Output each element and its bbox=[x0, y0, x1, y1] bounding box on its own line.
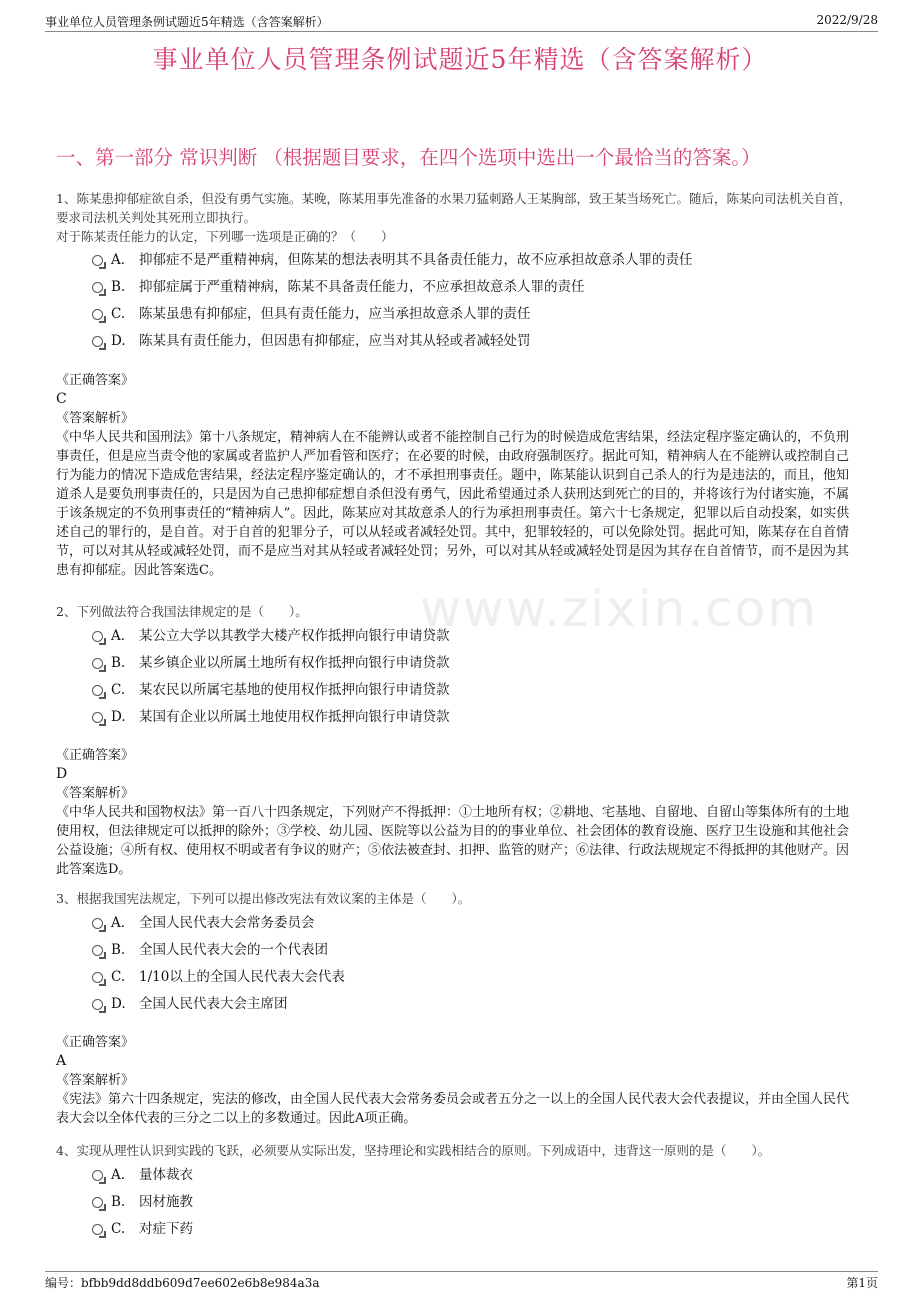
question-3-stem: 3、根据我国宪法规定，下列可以提出修改宪法有效议案的主体是（ ）。 bbox=[56, 891, 471, 906]
question-3-option-d[interactable]: D. 全国人民代表大会主席团 bbox=[92, 992, 288, 1012]
radio-icon[interactable] bbox=[92, 972, 103, 983]
question-2-option-d[interactable]: D. 某国有企业以所属土地使用权作抵押向银行申请贷款 bbox=[92, 705, 450, 725]
analysis-text: 《中华人民共和国物权法》第一百八十四条规定，下列财产不得抵押：①土地所有权；②耕地、宅基地、自留地、自留山等集体所有的土地使用权，但法律规定可以抵押的除外；③学校、幼儿园、医院等以公益为目的的事业单位、社会团体的教育设施、医疗卫生设施和其他社会公益设施；④所有权、使用权不明或者有争议的财产；⑤依法被查封、扣押、监管的财产；⑥法律、行政法规规定不得抵押的其他财产。因此答案选D。 bbox=[56, 805, 850, 877]
question-1-answer-block bbox=[56, 371, 856, 580]
question-2-stem: 2、下列做法符合我国法律规定的是（ ）。 bbox=[56, 604, 308, 619]
radio-icon[interactable] bbox=[92, 1197, 103, 1208]
radio-icon[interactable] bbox=[92, 1224, 103, 1235]
analysis-label: 《答案解析》 bbox=[56, 411, 135, 426]
question-3-answer-block bbox=[56, 1033, 856, 1128]
analysis-text: 《宪法》第六十四条规定，宪法的修改，由全国人民代表大会常务委员会或者五分之一以上的全国人民代表大会代表提议，并由全国人民代表大会以全体代表的三分之二以上的多数通过。因此A项正确。 bbox=[56, 1092, 850, 1126]
analysis-label: 《答案解析》 bbox=[56, 786, 135, 801]
question-1-option-b[interactable]: B. 抑郁症属于严重精神病，陈某不具备责任能力，不应承担故意杀人罪的责任 bbox=[92, 275, 585, 295]
radio-icon[interactable] bbox=[92, 999, 103, 1010]
question-3-option-b[interactable]: B. 全国人民代表大会的一个代表团 bbox=[92, 938, 328, 958]
question-4-option-c[interactable]: C. 对症下药 bbox=[92, 1217, 193, 1237]
question-4-text bbox=[56, 1141, 856, 1160]
header-doc-title: 事业单位人员管理条例试题近5年精选（含答案解析） bbox=[45, 15, 329, 29]
radio-icon[interactable] bbox=[92, 282, 103, 293]
radio-icon[interactable] bbox=[92, 255, 103, 266]
correct-answer-label: 《正确答案》 bbox=[56, 373, 135, 388]
header-date: 2022/9/28 bbox=[816, 13, 878, 27]
question-4-option-b[interactable]: B. 因材施教 bbox=[92, 1190, 193, 1210]
question-1-text bbox=[56, 189, 856, 246]
question-3-option-c[interactable]: C. 1/10以上的全国人民代表大会代表 bbox=[92, 965, 345, 985]
question-2-text bbox=[56, 602, 856, 621]
analysis-text: 《中华人民共和国刑法》第十八条规定，精神病人在不能辨认或者不能控制自己行为的时候造成危害结果，经法定程序鉴定确认的，不负刑事责任，但是应当责令他的家属或者监护人严加看管和医疗；在必要的时候，由政府强制医疗。据此可知，精神病人在不能辨认或控制自己行为能力的情况下造成危害结果，经法定程序鉴定确认的，才不承担刑事责任。题中，陈某能认识到自己杀人的行为是违法的，而且，他知道杀人是要负刑事责任的，只是因为自己患抑郁症想自杀但没有勇气，因此希望通过杀人获刑达到死亡的目的，并将该行为付诸实施，不属于该条规定的不负刑事责任的“精神病人”。因此，陈某应对其故意杀人的行为承担刑事责任。第六十七条规定，犯罪以后自动投案，如实供述自己的罪行的，是自首。对于自首的犯罪分子，可以从轻或者减轻处罚。其中，犯罪较轻的，可以免除处罚。据此可知，陈某存在自首情节，可以对其从轻或减轻处罚，而不是应当对其从轻或者减轻处罚；另外，可以对其从轻或减轻处罚是因为其存在自首情节，而不是因为其患有抑郁症。因此答案选C。 bbox=[56, 430, 850, 578]
correct-answer-label: 《正确答案》 bbox=[56, 748, 135, 763]
document-title: 事业单位人员管理条例试题近5年精选（含答案解析） bbox=[152, 45, 768, 74]
radio-icon[interactable] bbox=[92, 918, 103, 929]
page-number: 第1页 bbox=[846, 1276, 878, 1290]
watermark: www.zixin.com bbox=[420, 580, 818, 638]
correct-answer: D bbox=[56, 766, 68, 782]
page-footer bbox=[45, 1271, 878, 1290]
analysis-label: 《答案解析》 bbox=[56, 1073, 135, 1088]
question-2-option-b[interactable]: B. 某乡镇企业以所属土地所有权作抵押向银行申请贷款 bbox=[92, 651, 450, 671]
question-1-option-c[interactable]: C. 陈某虽患有抑郁症，但具有责任能力，应当承担故意杀人罪的责任 bbox=[92, 302, 531, 322]
question-3-text bbox=[56, 889, 856, 908]
radio-icon[interactable] bbox=[92, 658, 103, 669]
page-header bbox=[45, 13, 878, 32]
radio-icon[interactable] bbox=[92, 631, 103, 642]
question-1-stem: 1、陈某患抑郁症欲自杀，但没有勇气实施。某晚，陈某用事先准备的水果刀猛刺路人王某胸部，致王某当场死亡。随后，陈某向司法机关自首，要求司法机关判处其死刑立即执行。 对于陈某责任能力的认定，下列哪一选项是正确的？（ ） bbox=[56, 191, 852, 244]
radio-icon[interactable] bbox=[92, 945, 103, 956]
question-1-option-a[interactable]: A. 抑郁症不是严重精神病，但陈某的想法表明其不具备责任能力，故不应承担故意杀人罪的责任 bbox=[92, 248, 693, 268]
document-code: 编号：bfbb9dd8ddb609d7ee602e6b8e984a3a bbox=[45, 1276, 320, 1290]
question-4-stem: 4、实现从理性认识到实践的飞跃，必须要从实际出发，坚持理论和实践相结合的原则。下列成语中，违背这一原则的是（ ）。 bbox=[56, 1143, 771, 1158]
section-heading: 一、第一部分 常识判断 （根据题目要求，在四个选项中选出一个最恰当的答案。） bbox=[56, 146, 761, 169]
question-2-option-a[interactable]: A. 某公立大学以其教学大楼产权作抵押向银行申请贷款 bbox=[92, 624, 450, 644]
question-2-option-c[interactable]: C. 某农民以所属宅基地的使用权作抵押向银行申请贷款 bbox=[92, 678, 450, 698]
correct-answer-label: 《正确答案》 bbox=[56, 1035, 135, 1050]
question-3-option-a[interactable]: A. 全国人民代表大会常务委员会 bbox=[92, 911, 315, 931]
correct-answer: A bbox=[56, 1053, 67, 1069]
correct-answer: C bbox=[56, 391, 67, 407]
radio-icon[interactable] bbox=[92, 712, 103, 723]
question-2-answer-block bbox=[56, 746, 856, 879]
radio-icon[interactable] bbox=[92, 1170, 103, 1181]
radio-icon[interactable] bbox=[92, 336, 103, 347]
radio-icon[interactable] bbox=[92, 685, 103, 696]
question-4-option-a[interactable]: A. 量体裁衣 bbox=[92, 1163, 193, 1183]
question-1-option-d[interactable]: D. 陈某具有责任能力，但因患有抑郁症，应当对其从轻或者减轻处罚 bbox=[92, 329, 531, 349]
radio-icon[interactable] bbox=[92, 309, 103, 320]
